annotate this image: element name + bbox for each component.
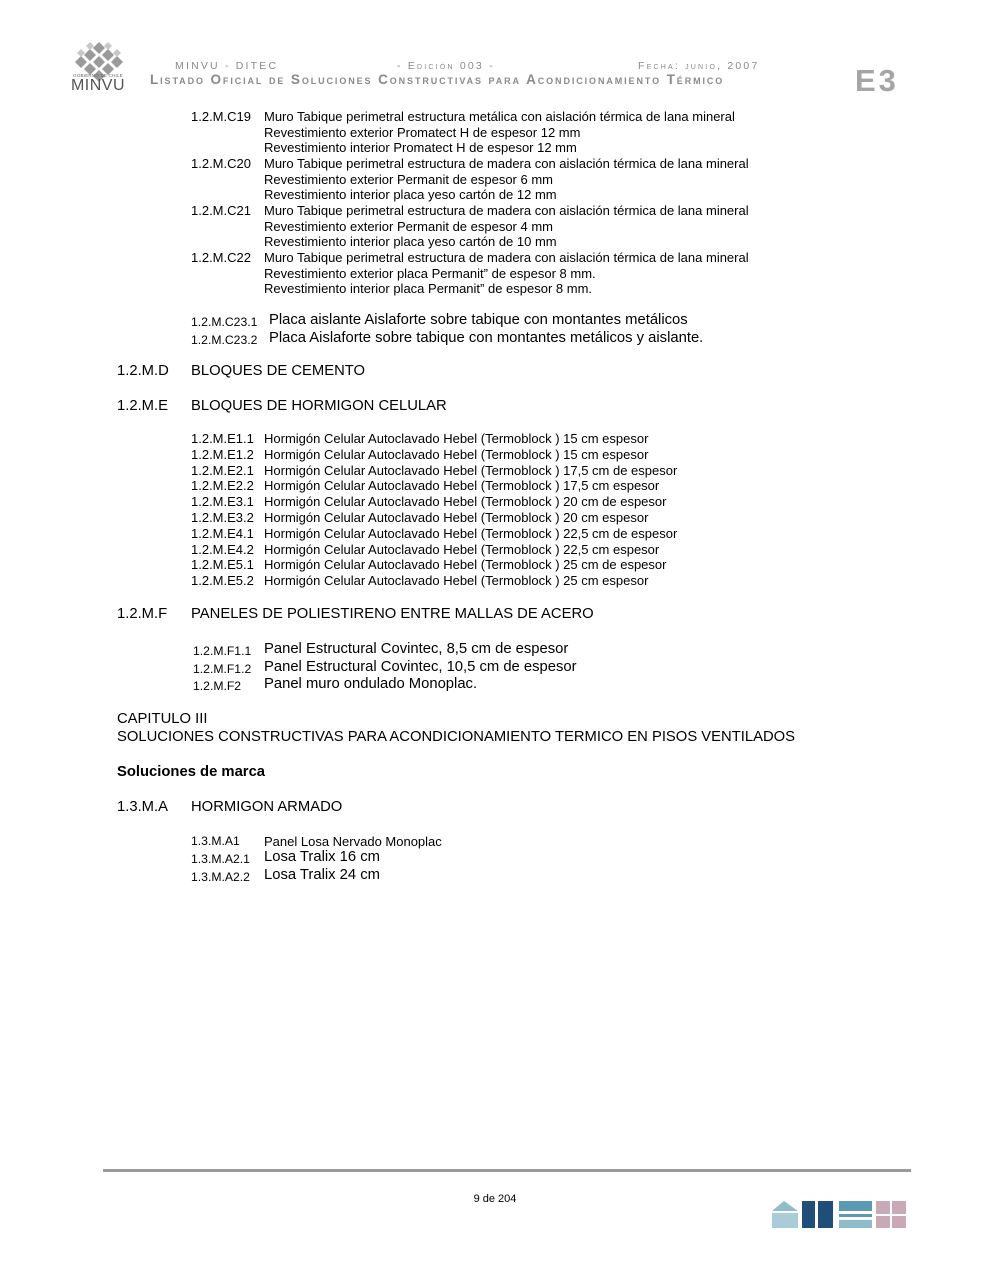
entry-line: Revestimiento interior Promatect H de espesor 12 mm xyxy=(264,140,577,156)
entry-code: 1.2.M.E5.2 xyxy=(191,573,254,589)
entry-code: 1.2.M.F2 xyxy=(193,679,242,693)
entry-text: Panel Estructural Covintec, 10,5 cm de espesor xyxy=(264,659,577,675)
entry-code: 1.2.M.F1.2 xyxy=(193,662,252,676)
entry-code: 1.2.M.E5.1 xyxy=(191,557,254,573)
list-item xyxy=(0,203,990,250)
entry-text: Hormigón Celular Autoclavado Hebel (Termoblock ) 25 cm de espesor xyxy=(264,557,667,573)
entry-line: Muro Tabique perimetral estructura de madera con aislación térmica de lana mineral xyxy=(264,203,749,218)
list-item xyxy=(0,494,990,510)
ditec-footer-logo-icon xyxy=(770,1197,910,1231)
section-code: 1.2.M.D xyxy=(117,363,169,379)
section-title: PANELES DE POLIESTIRENO ENTRE MALLAS DE ACERO xyxy=(191,606,594,622)
header-org: MINVU - DITEC xyxy=(175,60,279,72)
entry-text: Hormigón Celular Autoclavado Hebel (Termoblock ) 22,5 cm de espesor xyxy=(264,525,678,541)
entry-text: Hormigón Celular Autoclavado Hebel (Termoblock ) 15 cm espesor xyxy=(264,431,649,446)
entry-list-c xyxy=(0,109,990,297)
section-title: HORMIGON ARMADO xyxy=(191,799,343,815)
list-item xyxy=(0,526,990,542)
entry-line: Revestimiento exterior Permanit de espesor 6 mm xyxy=(264,171,554,187)
entry-text: Losa Tralix 16 cm xyxy=(264,849,380,865)
entry-text: Hormigón Celular Autoclavado Hebel (Termoblock ) 20 cm espesor xyxy=(264,509,649,525)
logo-name: MINVU xyxy=(70,77,126,94)
entry-line: Muro Tabique perimetral estructura metálica con aislación térmica de lana mineral xyxy=(264,109,735,124)
entry-line: Revestimiento interior placa Permanit” de espesor 8 mm. xyxy=(264,281,593,297)
section-heading xyxy=(0,398,990,415)
entry-code: 1.2.M.C23.1 xyxy=(191,315,258,329)
document-code: E3 xyxy=(855,63,899,98)
entry-code: 1.2.M.E3.1 xyxy=(191,494,254,510)
entry-list-e xyxy=(0,431,990,589)
list-item xyxy=(0,156,990,203)
section-code: 1.2.M.F xyxy=(117,606,168,622)
entry-line: Revestimiento interior placa yeso cartón de 12 mm xyxy=(264,187,557,203)
list-item xyxy=(0,557,990,573)
entry-code: 1.2.M.E3.2 xyxy=(191,509,254,525)
entry-code: 1.2.M.C23.2 xyxy=(191,333,258,347)
list-item xyxy=(0,478,990,494)
entry-code: 1.2.M.E1.1 xyxy=(191,431,254,446)
entry-code: 1.2.M.E4.2 xyxy=(191,541,254,557)
section-heading xyxy=(0,606,990,623)
entry-text: Placa aislante Aislaforte sobre tabique con montantes metálicos xyxy=(269,312,688,328)
entry-text: Hormigón Celular Autoclavado Hebel (Termoblock ) 22,5 cm espesor xyxy=(264,541,660,557)
section-heading xyxy=(0,799,990,816)
header-date: Fecha: junio, 2007 xyxy=(638,60,760,72)
entry-code: 1.2.M.C20 xyxy=(191,156,251,171)
section-code: 1.2.M.E xyxy=(117,398,168,414)
entry-code: 1.2.M.E2.2 xyxy=(191,478,254,494)
list-item xyxy=(0,573,990,589)
entry-text: Panel muro ondulado Monoplac. xyxy=(264,676,478,692)
entry-code: 1.2.M.E1.2 xyxy=(191,446,254,462)
section-code: 1.3.M.A xyxy=(117,799,168,815)
page-number: 9 de 204 xyxy=(473,1193,517,1205)
chapter-label: CAPITULO III xyxy=(117,711,208,727)
chapter-title: SOLUCIONES CONSTRUCTIVAS PARA ACONDICIONAMIENTO TERMICO EN PISOS VENTILADOS xyxy=(117,729,796,745)
list-item xyxy=(0,676,990,693)
entry-text: Hormigón Celular Autoclavado Hebel (Termoblock ) 17,5 cm de espesor xyxy=(264,462,678,478)
section-title: BLOQUES DE HORMIGON CELULAR xyxy=(191,398,447,414)
entry-line: Muro Tabique perimetral estructura de madera con aislación térmica de lana mineral xyxy=(264,250,749,265)
list-item xyxy=(0,250,990,297)
list-item xyxy=(0,109,990,156)
list-item xyxy=(0,447,990,463)
header-title: Listado Oficial de Soluciones Constructivas para Acondicionamiento Térmico xyxy=(150,72,725,87)
entry-line: Revestimiento exterior Permanit de espesor 4 mm xyxy=(264,218,554,234)
list-item xyxy=(0,510,990,526)
entry-text: Losa Tralix 24 cm xyxy=(264,867,380,883)
entry-line: Revestimiento exterior Promatect H de espesor 12 mm xyxy=(264,124,581,140)
entry-text: Panel Estructural Covintec, 8,5 cm de espesor xyxy=(264,641,569,657)
entry-line: Muro Tabique perimetral estructura de madera con aislación térmica de lana mineral xyxy=(264,156,749,171)
entry-code: 1.3.M.A2.1 xyxy=(191,852,250,866)
entry-code: 1.2.M.C19 xyxy=(191,109,251,124)
entry-code: 1.2.M.F1.1 xyxy=(193,644,252,658)
footer-divider xyxy=(103,1169,911,1172)
list-item xyxy=(0,542,990,558)
list-item xyxy=(0,330,990,347)
entry-text: Hormigón Celular Autoclavado Hebel (Termoblock ) 20 cm de espesor xyxy=(264,494,667,510)
list-item xyxy=(0,312,990,329)
header-edition: - Edición 003 - xyxy=(397,60,495,72)
entry-line: Revestimiento exterior placa Permanit” de espesor 8 mm. xyxy=(264,265,596,281)
entry-text: Hormigón Celular Autoclavado Hebel (Termoblock ) 25 cm espesor xyxy=(264,573,649,589)
list-item xyxy=(0,641,990,658)
entry-line: Revestimiento interior placa yeso cartón de 10 mm xyxy=(264,234,557,250)
entry-text: Placa Aislaforte sobre tabique con montantes metálicos y aislante. xyxy=(269,330,704,346)
brand-solutions-heading: Soluciones de marca xyxy=(117,764,266,780)
entry-code: 1.2.M.E4.1 xyxy=(191,525,254,541)
section-title: BLOQUES DE CEMENTO xyxy=(191,363,366,379)
list-item xyxy=(0,849,990,866)
section-heading xyxy=(0,363,990,380)
entry-text: Hormigón Celular Autoclavado Hebel (Termoblock ) 15 cm espesor xyxy=(264,446,649,462)
entry-code: 1.2.M.C22 xyxy=(191,250,251,265)
entry-code: 1.3.M.A2.2 xyxy=(191,870,250,884)
list-item xyxy=(0,463,990,479)
list-item xyxy=(0,431,990,447)
list-item xyxy=(0,867,990,884)
logo-subtitle: GOBIERNO DE CHILE xyxy=(73,73,123,78)
entry-code: 1.2.M.E2.1 xyxy=(191,462,254,478)
entry-text: Hormigón Celular Autoclavado Hebel (Termoblock ) 17,5 cm espesor xyxy=(264,478,660,494)
list-item xyxy=(0,659,990,676)
entry-code: 1.2.M.C21 xyxy=(191,203,251,218)
entry-code: 1.3.M.A1 xyxy=(191,834,240,848)
entry-text: Panel Losa Nervado Monoplac xyxy=(264,834,442,849)
